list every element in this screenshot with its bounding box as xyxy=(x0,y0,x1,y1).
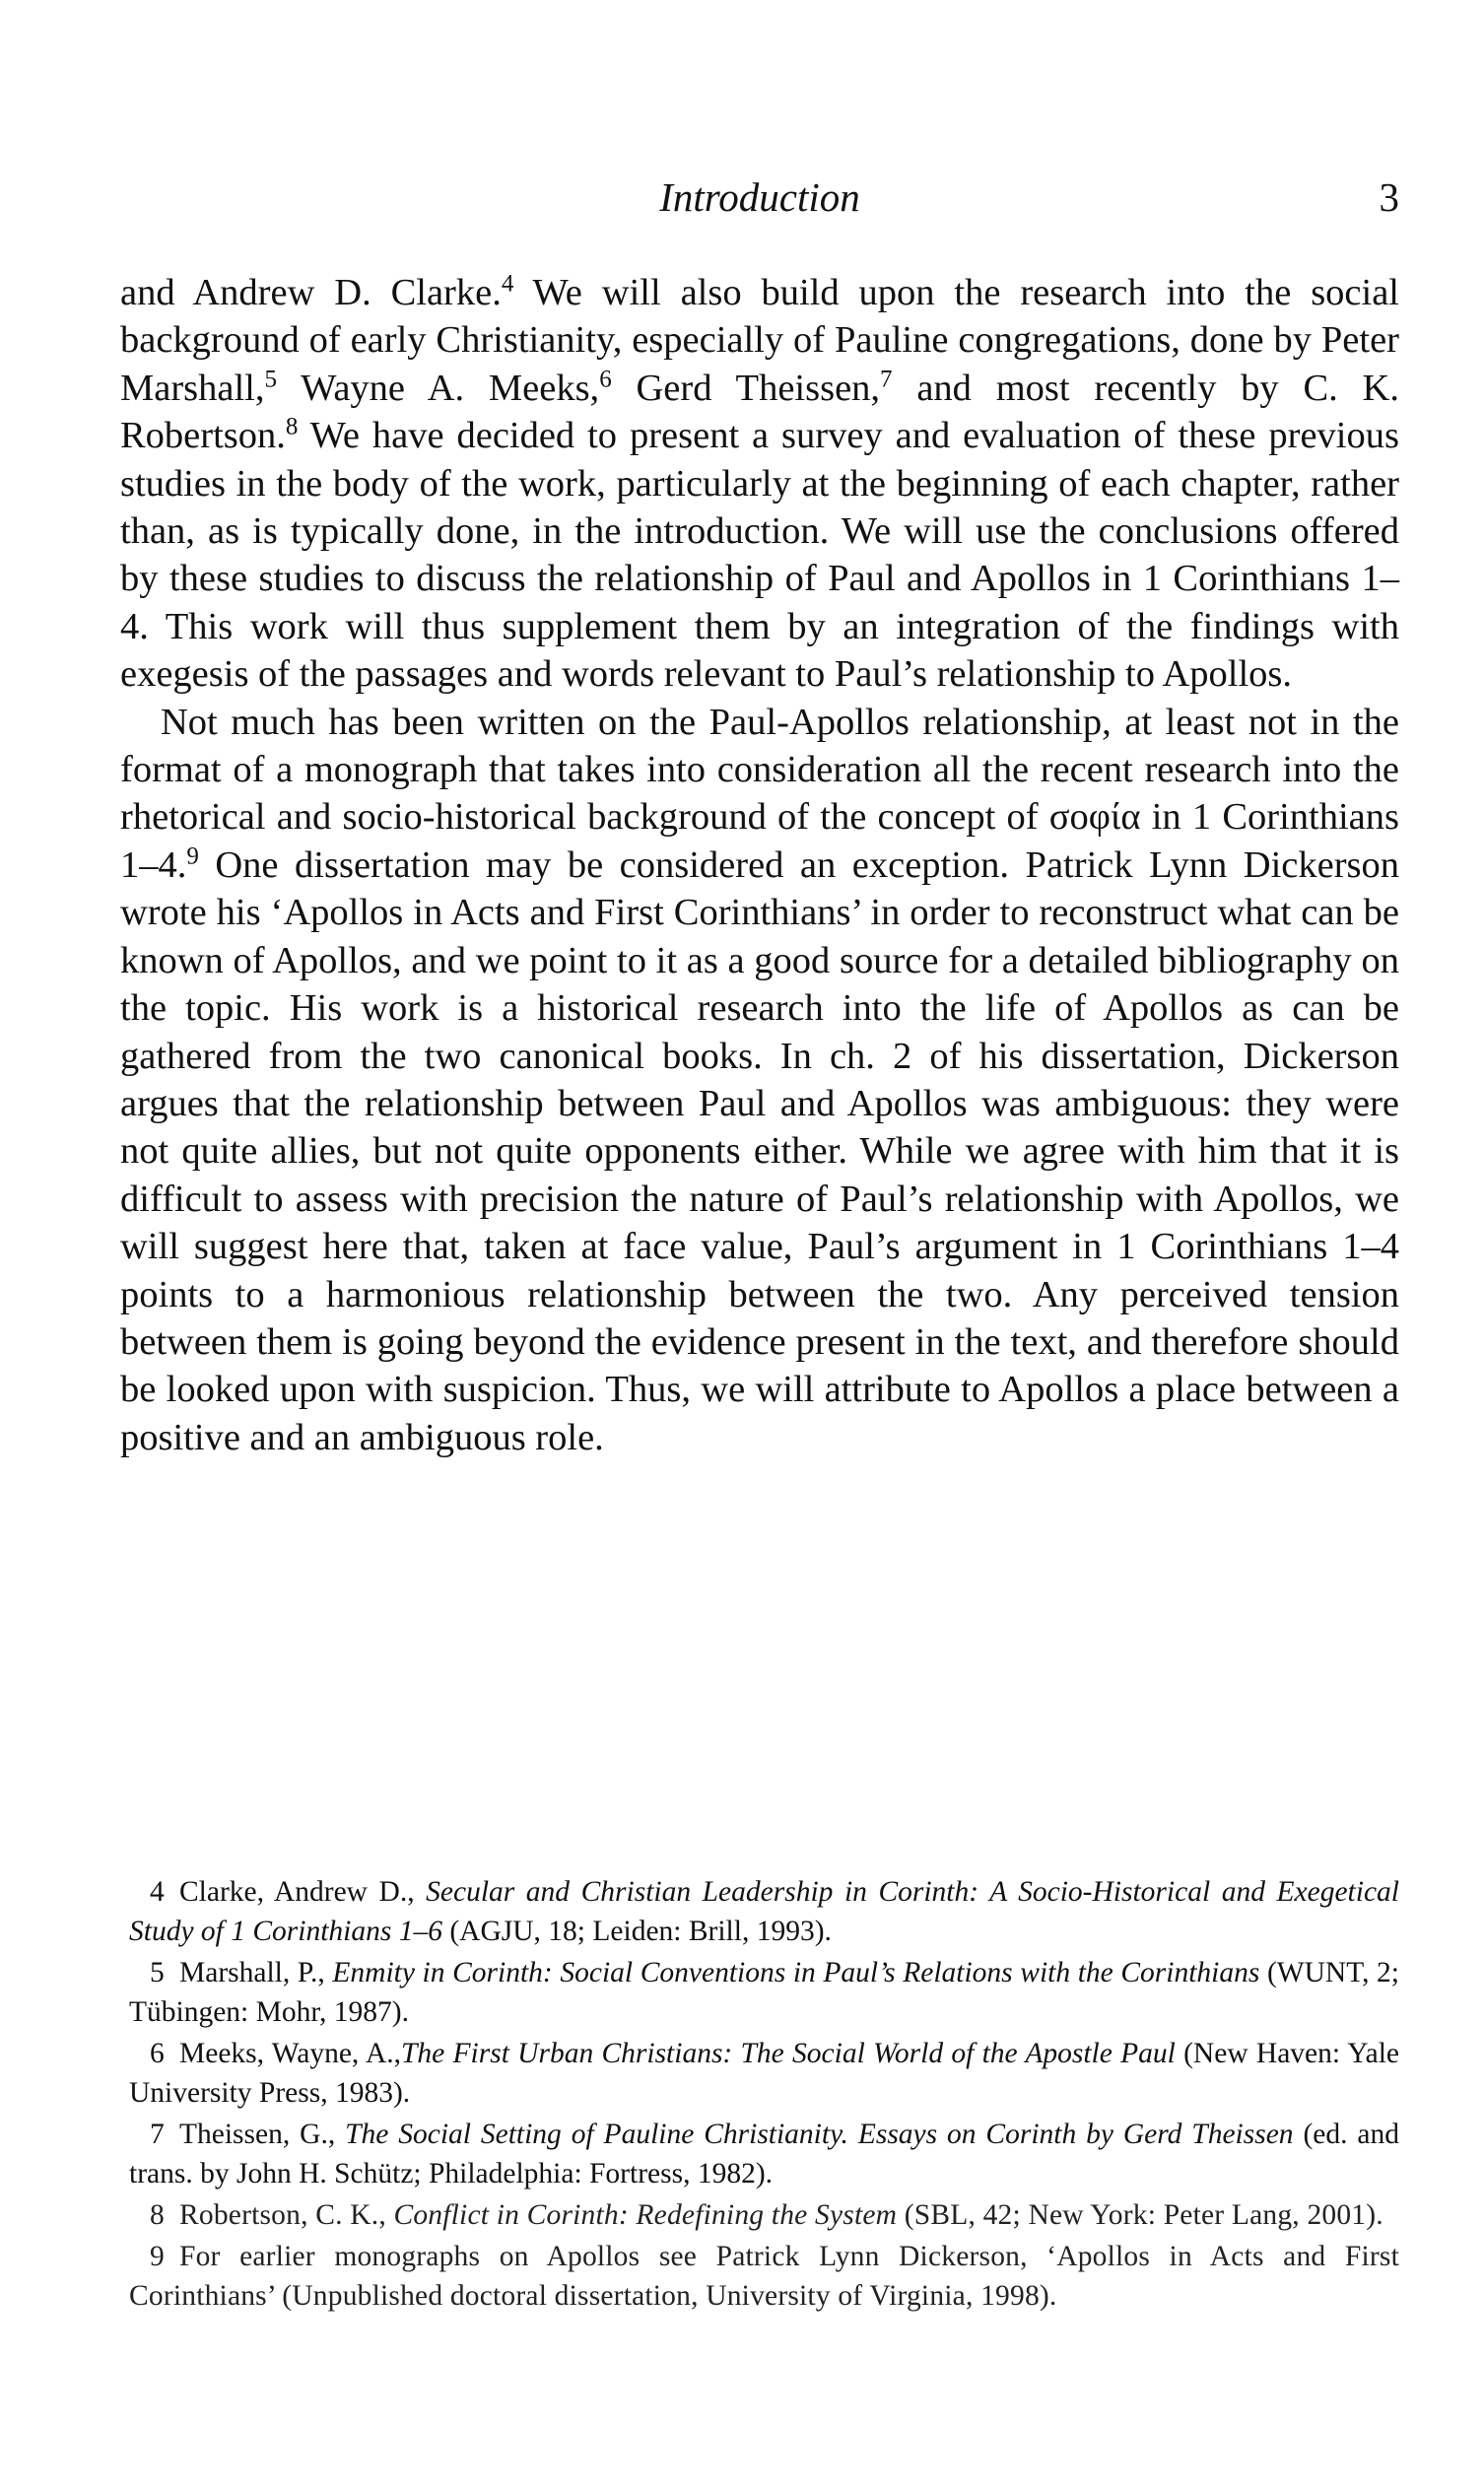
paragraph-2 xyxy=(120,699,1399,1462)
footnote-7 xyxy=(129,2115,1399,2193)
footnote-number: 5 xyxy=(150,1957,165,1988)
footnote-number: 6 xyxy=(150,2038,165,2069)
footnote-details: (SBL, 42; New York: Peter Lang, 2001). xyxy=(897,2199,1383,2231)
footnote-number: 7 xyxy=(150,2119,165,2150)
footnotes xyxy=(129,1872,1399,2318)
footnote-author: Robertson, C. K., xyxy=(179,2199,394,2231)
paragraph-1 xyxy=(120,269,1399,699)
footnote-9 xyxy=(129,2237,1399,2316)
footnote-author: Meeks, Wayne, A., xyxy=(179,2038,401,2069)
footnote-6 xyxy=(129,2034,1399,2113)
footnote-author: Marshall, P., xyxy=(179,1957,333,1988)
footnote-details: (ed. and trans. by John H. Schütz; Philadelphia: Fortress, 1982). xyxy=(129,2119,1399,2189)
footnote-title: Secular and Christian Leadership in Corinth: A Socio-Historical and Exegetical Study of 1 Corinthians 1–6 xyxy=(129,1876,1399,1947)
footnote-author: Clarke, Andrew D., xyxy=(179,1876,427,1908)
running-title: Introduction xyxy=(659,174,860,220)
footnote-title: The First Urban Christians: The Social World of the Apostle Paul xyxy=(401,2038,1176,2069)
footnote-ref-6: 6 xyxy=(599,366,612,393)
footnote-details: (WUNT, 2; Tübingen: Mohr, 1987). xyxy=(129,1957,1400,2028)
footnote-details: (AGJU, 18; Leiden: Brill, 1993). xyxy=(441,1916,832,1947)
paragraph-1-text-c: Wayne A. Meeks, xyxy=(276,367,600,409)
paragraph-1-text-d: Gerd Theissen, xyxy=(611,367,881,409)
footnote-number: 8 xyxy=(150,2199,165,2231)
paragraph-2-text-b: One dissertation may be considered an exception. Patrick Lynn Dickerson wrote his ‘Apollos in Acts and First Corinthians’ in order to reconstruct what can be known of Apollos, and we point to it as a good source for a detailed bibliography on the topic. His work is a historical research into the life of Apollos as can be gathered from the two canonical books. In ch. 2 of his dissertation, Dickerson argues that the relationship between Paul and Apollos was ambiguous: they were not quite allies, but not quite opponents either. While we agree with him that it is difficult to assess with precision the nature of Paul’s relationship with Apollos, we will suggest here that, taken at face value, Paul’s argument in 1 Corinthians 1–4 points to a harmonious relationship between the two. Any perceived tension between them is going beyond the evidence present in the text, and therefore should be looked upon with suspicion. Thus, we will attribute to Apollos a place between a positive and an ambiguous role. xyxy=(120,843,1399,1458)
footnote-ref-4: 4 xyxy=(501,270,514,298)
running-header xyxy=(120,169,1399,225)
paragraph-1-text-f: We have decided to present a survey and evaluation of these previous studies in the body of the work, particularly at the beginning of each chapter, rather than, as is typically done, in the introduction. We will use the conclusions offered by these studies to discuss the relationship of Paul and Apollos in 1 Corinthians 1–4. This work will thus supplement them by an integration of the findings with exegesis of the passages and words relevant to Paul’s relationship to Apollos. xyxy=(120,415,1399,696)
footnote-title: The Social Setting of Pauline Christianity. Essays on Corinth by Gerd Theissen xyxy=(345,2119,1294,2150)
footnote-ref-8: 8 xyxy=(285,413,299,440)
footnote-details: (New Haven: Yale University Press, 1983). xyxy=(129,2038,1399,2109)
footnote-title: Enmity in Corinth: Social Conventions in Paul’s Relations with the Corinthians xyxy=(332,1957,1260,1988)
footnote-5 xyxy=(129,1953,1399,2032)
paragraph-1-text-e: and most recently by C. K. Robertson. xyxy=(120,367,1399,457)
footnote-number: 4 xyxy=(150,1876,165,1908)
footnote-number: 9 xyxy=(150,2241,165,2272)
footnote-author: Theissen, G., xyxy=(179,2119,346,2150)
footnote-title: Conflict in Corinth: Redefining the System xyxy=(393,2199,898,2231)
paragraph-1-text-b: We will also build upon the research into the social background of early Christianity, especially of Pauline congregations, done by Peter Marshall, xyxy=(120,272,1399,409)
footnote-ref-7: 7 xyxy=(880,366,893,393)
page-number: 3 xyxy=(1379,174,1399,220)
footnote-details: For earlier monographs on Apollos see Patrick Lynn Dickerson, ‘Apollos in Acts and First Corinthians’ (Unpublished doctoral dissertation, University of Virginia, 1998). xyxy=(129,2241,1399,2312)
footnote-ref-5: 5 xyxy=(264,366,277,393)
body-text xyxy=(120,269,1399,1461)
paragraph-1-text-a: and Andrew D. Clarke. xyxy=(120,272,502,313)
footnote-ref-9: 9 xyxy=(186,842,199,870)
footnote-8 xyxy=(129,2195,1399,2235)
footnote-4 xyxy=(129,1872,1399,1951)
paragraph-2-text-a: Not much has been written on the Paul-Apollos relationship, at least not in the format of a monograph that takes into consideration all the recent research into the rhetorical and socio-historical background of the concept of σοφία in 1 Corinthians 1–4. xyxy=(120,701,1399,886)
